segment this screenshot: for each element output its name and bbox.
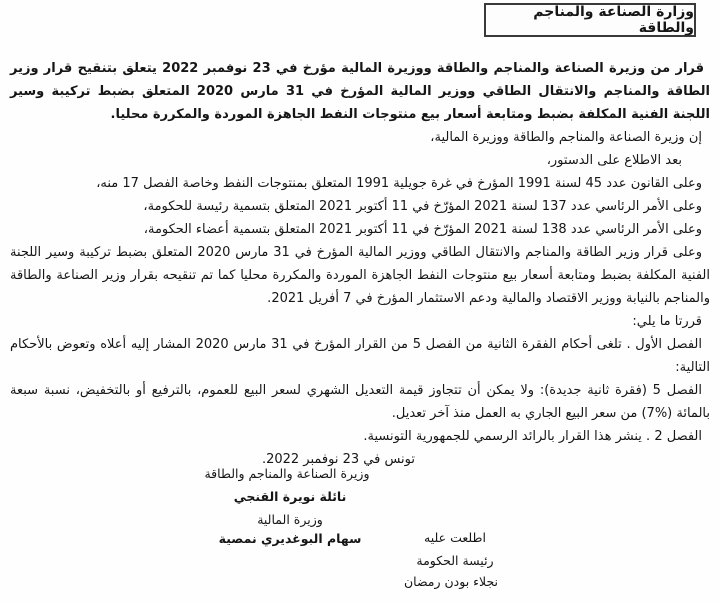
signature-finance-minister-name: سهام البوغديري نمصية: [218, 531, 362, 546]
enactment-clause: قررتا ما يلي:: [632, 314, 702, 329]
prime-minister-name: نجلاء بودن رمضان: [403, 574, 499, 589]
article-first: الفصل الأول . تلغى أحكام الفقرة الثانية من الفصل 5 من القرار المؤرخ في 31 مارس 2020 المشار إليه أعلاه وتعوض بالأحكام التالية:: [10, 337, 710, 375]
article-5-new-paragraph: الفصل 5 (فقرة ثانية جديدة): ولا يمكن أن تتجاوز قيمة التعديل الشهري لسعر البيع للعموم، بالترفيع أو بالتخفيض، نسبة سبعة بالمائة (%7) من سعر البيع الجاري به العمل منذ آخر تعديل.: [10, 383, 710, 421]
preamble-law-45-1991: وعلى القانون عدد 45 لسنة 1991 المؤرخ في غرة جويلية 1991 المتعلق بمنتوجات النفط وخاصة الفصل 17 منه،: [96, 176, 702, 191]
ministry-header-box: [484, 3, 696, 37]
preamble-order-137-2021: وعلى الأمر الرئاسي عدد 137 لسنة 2021 المؤرّخ في 11 أكتوبر 2021 المتعلق بتسمية رئيسة للحكومة،: [143, 199, 702, 214]
ministry-name: وزارة الصناعة والمناجم والطاقة: [533, 4, 694, 36]
preamble-decree-2020: وعلى قرار وزير الطاقة والمناجم والانتقال الطاقي ووزير المالية المؤرخ في 31 مارس 2020 المتعلق بضبط تركيبة وسير اللجنة الفنية المكلفة بضبط ومتابعة أسعار بيع منتوجات النفط الجاهزة الموردة والمكررة محليا كما تم تنقيحه بقرار وزير الصناعة والطاقة والمناجم بالنيابة ووزير الاقتصاد والمالية ودعم الاستثمار المؤرخ في 7 أفريل 2021.: [10, 245, 710, 306]
preamble-parties: إن وزيرة الصناعة والمناجم والطاقة ووزيرة المالية،: [430, 130, 702, 145]
place-date-line: تونس في 23 نوفمبر 2022.: [261, 452, 415, 467]
signature-industry-minister-name: نائلة نويرة القنجي: [233, 489, 347, 504]
signature-finance-minister-title: وزيرة المالية: [257, 512, 323, 527]
article-2-publication: الفصل 2 . ينشر هذا القرار بالرائد الرسمي للجمهورية التونسية.: [363, 429, 702, 444]
decree-body: [10, 57, 710, 471]
preamble-order-138-2021: وعلى الأمر الرئاسي عدد 138 لسنة 2021 المؤرّخ في 11 أكتوبر 2021 المتعلق بتسمية أعضاء الحكومة،: [143, 222, 702, 237]
preamble-constitution: بعد الاطلاع على الدستور،: [546, 153, 682, 168]
signature-industry-minister-title: وزيرة الصناعة والمناجم والطاقة: [204, 466, 370, 481]
prime-minister-title: رئيسة الحكومة: [416, 553, 494, 568]
decree-title: قرار من وزيرة الصناعة والمناجم والطاقة ووزيرة المالية مؤرخ في 23 نوفمبر 2022 يتعلق بتنقيح قرار وزير الطاقة والمناجم والانتقال الطاقي ووزير المالية المؤرخ في 31 مارس 2020 المتعلق بضبط تركيبة وسير اللجنة الفنية المكلفة بضبط ومتابعة أسعار بيع منتوجات النفط الجاهزة الموردة والمكررة محليا.: [10, 61, 711, 122]
seen-by-label: اطلعت عليه: [424, 530, 486, 545]
